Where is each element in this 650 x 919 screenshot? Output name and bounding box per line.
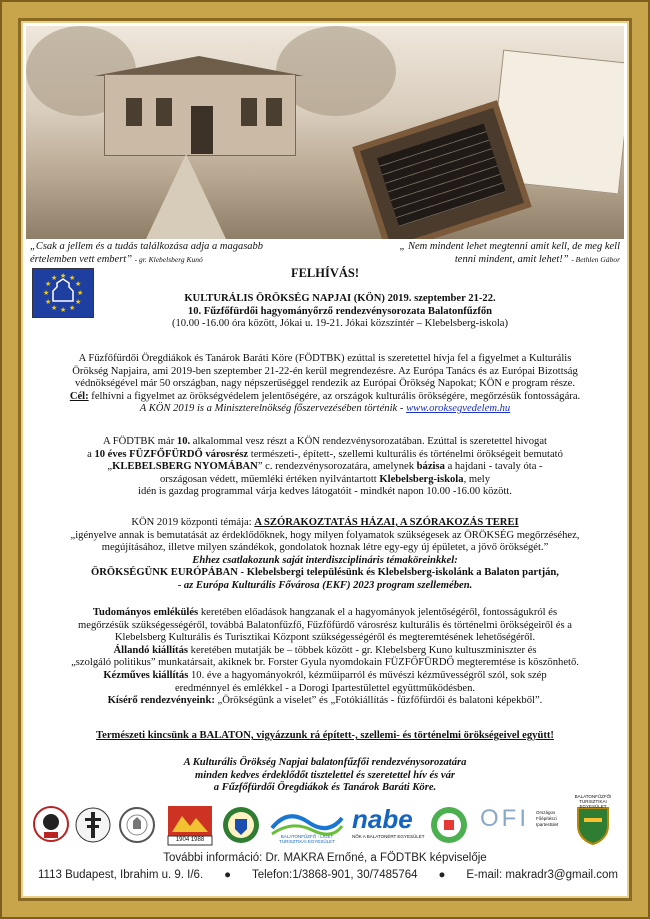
theme-desc: „igényelve annak is bemutatását az érdeklődőknek, hogy milyen folyamatok szükségesek az ÖRÖKSÉG megőrzéséhez, [70, 529, 580, 541]
svg-text:★: ★ [45, 280, 52, 288]
text-span: „ [107, 461, 113, 473]
contact-phone: Telefon:1/3868-901, 30/7485764 [251, 869, 418, 881]
text-span: Tudományos emlékülés [92, 607, 199, 618]
svg-text:★: ★ [77, 289, 84, 297]
round-stamp-logo [430, 804, 468, 846]
text-span: bázisa [416, 461, 445, 473]
coat-of-arms-logo [222, 804, 260, 846]
text-span: ÖRÖKSÉGÜNK EURÓPÁBAN [91, 567, 238, 579]
theme-join: Ehhez csatlakozunk saját interdiszciplináris témaköreinkkel: [192, 554, 458, 566]
theme-title: A SZÓRAKOZTATÁS HÁZAI, A SZÓRAKOZÁS TEREI [254, 517, 519, 528]
svg-text:★: ★ [60, 306, 67, 314]
svg-text:★: ★ [75, 298, 82, 306]
house-window [241, 98, 257, 126]
contact-address: 1113 Budapest, Ibrahim u. 9. I/6. [38, 869, 204, 881]
closing-line: minden kedves érdeklődőt tisztelettel és szeretettel hív és vár [194, 769, 456, 781]
bullet: ● [224, 869, 232, 881]
nabe-text: nabe [352, 804, 413, 834]
closing-block [26, 757, 624, 795]
para-line [26, 436, 624, 449]
theme-europe [26, 567, 624, 580]
ministry-text: A KÖN 2019 is a Miniszterelnökség főszervezésében történik - [139, 403, 404, 415]
text-span: , mely [463, 473, 491, 485]
goal-text: felhívni a figyelmet az örökségvédelem jelentőségére, az országok kulturális örökségére, megőrzésük fontosságára. [88, 390, 581, 402]
program-line: Klebelsberg Kulturális és Turisztikai Központ szükségességéről és megteremtésének lehetőségéről. [114, 632, 536, 644]
program-line: „szolgáló politikus” munkatársait, akiknek br. Forster Gyula nyomdokain FÜZFŐFÜRDŐ megteremtése is köszönhető. [71, 657, 579, 669]
text-span: alkalommal vesz részt a KÖN rendezvénysorozatában. Ezúttal is szeretettel hivogat [190, 436, 547, 447]
contact-email[interactable]: E-mail: makradr3@gmail.com [466, 869, 618, 881]
text-span: a hajdani - tavaly óta - [444, 461, 543, 473]
text-span: keretében mutatják be – többek között - gr. Klebelsberg Kuno kultuszminiszter és [188, 644, 537, 656]
cross-emblem-logo [32, 804, 70, 846]
years-label: 1904 1988 [175, 837, 205, 843]
text-span: országosan védett, műemléki értéken nyilvántartott [159, 473, 380, 485]
ministry-line [26, 403, 624, 416]
quote-right-text: „ Nem mindent lehet megtenni amit kell, de meg kell tenni mindent, amit lehet!” [399, 241, 620, 265]
slate-lines [377, 124, 506, 227]
text-span: természeti-, épített-, szellemi kulturális és történelmi örökségeit bemutató [248, 448, 563, 460]
svg-text:★: ★ [43, 289, 50, 297]
closing-line: A Kulturális Örökség Napjai balatonfűzfői rendezvénysorozatára [183, 757, 467, 768]
ofi-logo [480, 804, 566, 846]
header-photo [26, 26, 624, 239]
nabe-sub-label: NŐK A BALATONÉRT EGYESÜLET [352, 834, 425, 839]
bullet: ● [438, 869, 446, 881]
seal-logo [118, 804, 156, 846]
program-line: megőrzésük szükségességéről, továbbá Balatonfűzfő, Fűzfőfürdő városrész kulturális és történelmi örökségeiről és a [78, 619, 572, 631]
contact-info: További információ: Dr. MAKRA Ernőné, a FÖDTBK képviselője [163, 852, 487, 864]
house-door [191, 106, 213, 154]
quote-right-source: - Bethlen Gábor [571, 255, 620, 264]
para-line [26, 449, 624, 462]
para-line [26, 474, 624, 487]
event-block [90, 293, 590, 331]
house-roof [94, 56, 304, 76]
program-line [26, 607, 624, 620]
svg-text:★: ★ [60, 272, 67, 280]
shield-logo [574, 794, 612, 846]
text-span: ” c. rendezvénysorozatára, amelynek [257, 461, 417, 473]
theme-label: KÖN 2019 központi témája: [131, 517, 255, 528]
intro-paragraph [26, 353, 624, 416]
svg-text:★: ★ [51, 304, 58, 312]
svg-text:★: ★ [69, 304, 76, 312]
quote-left-source: - gr. Klebelsberg Kunó [134, 255, 203, 264]
text-span: 10. [176, 436, 191, 447]
website-link[interactable]: www.oroksegvedelem.hu [406, 403, 511, 415]
programs-paragraph [26, 607, 624, 708]
goal-line [26, 391, 624, 404]
ofi-text: OFI [480, 805, 529, 832]
intro-line: védnökségével már 50 országban, nagy népszerűséggel rendezik az Európai Örökség Napokat; KÖN e program része. [74, 378, 576, 390]
text-span: 10. éve a hagyományokról, kézműiparról és művészi kézművességről szól, sok szép [188, 669, 547, 681]
nabe-logo [352, 804, 426, 846]
house-window [266, 98, 282, 126]
anniversary-logo [166, 804, 214, 846]
text-span: Kísérő rendezvényeink: [107, 695, 215, 707]
quote-left-text: „Csak a jellem és a tudás találkozása adja a magasabb értelemben vett embert” [30, 241, 264, 265]
page-heading: FELHÍVÁS! [290, 266, 360, 280]
svg-text:★: ★ [75, 280, 82, 288]
quote-right [380, 240, 620, 266]
theme-line [26, 517, 624, 530]
text-span: keretében előadások hangzanak el a hagyományok jelentőségéről, fontosságukról és [198, 607, 558, 618]
text-span: 10 éves FÜZFŐFÜRDŐ városrész [94, 448, 249, 460]
text-span: a [87, 448, 95, 460]
house-window [126, 98, 142, 126]
text-span: Kézműves kiállítás [103, 669, 189, 681]
para-line [26, 461, 624, 474]
program-line: eredménnyel és emlékkel - a Dorogi Ipartestülettel együttműködésben. [174, 682, 476, 694]
intro-line: A Fűzfőfürdői Öregdiákok és Tanárok Baráti Köre (FÖDTBK) ezúttal is szeretettel hívja fel a figyelmet a Kulturális [78, 353, 572, 364]
text-span: KLEBELSBERG NYOMÁBAN [112, 461, 258, 473]
text-span: Állandó kiállítás [113, 644, 189, 656]
text-span: - Klebelsbergi településünk és Klebelsberg-iskolánk a Balaton partján, [237, 567, 559, 579]
liget-tourism-logo [268, 804, 346, 846]
event-subtitle: 10. Fűzfőfürdői hagyományőrző rendezvénysorozata Balatonfűzfőn [187, 305, 493, 317]
ofi-sub-label: Országos Főépítészi Ipartestület [536, 810, 559, 827]
tourism-sub-label: BALATONFŰZFŐI TURISZTIKAI EGYESÜLET [574, 794, 612, 809]
program-line [26, 670, 624, 683]
text-span: „Örökségünk a viselet” és „Fotókiállítás - fűzfőfürdői és balatoni képekből”. [214, 695, 543, 707]
theme-ekf: - az Európa Kulturális Fővárosa (EKF) 2023 program szellemében. [177, 579, 473, 591]
contact-row [38, 869, 618, 881]
house-window [156, 98, 172, 126]
svg-text:★: ★ [69, 274, 76, 282]
quote-left [30, 240, 290, 266]
slogan: Természeti kincsünk a BALATON, vigyázzunk rá épített-, szellemi- és történelmi örökségeivel együtt! [96, 730, 554, 741]
text-span: Klebelsberg-iskola [379, 473, 464, 485]
program-line [26, 645, 624, 658]
para-line: idén is gazdag programmal várja kedves látogatóit - mindkét napon 10.00 -16.00 között. [138, 486, 512, 498]
closing-line: a Fűzfőfürdői Öregdiákok és Tanárok Baráti Köre. [213, 782, 437, 794]
event-details: (10.00 -16.00 óra között, Jókai u. 19-21. Jókai közszíntér – Klebelsberg-iskola) [171, 318, 509, 330]
liget-sub-label: BALATONFŰZFŐ - LIGET TURISZTIKAI EGYESÜLET [279, 834, 335, 844]
program-line [26, 695, 624, 708]
goal-label: Cél: [69, 390, 89, 402]
event-title: KULTURÁLIS ÖRÖKSÉG NAPJAI (KÖN) 2019. szeptember 21-22. [184, 293, 496, 304]
garden-path [146, 154, 226, 239]
text-span: A FÖDTBK már [103, 436, 177, 447]
patriarchal-cross-logo [74, 804, 112, 846]
theme-paragraph [26, 517, 624, 593]
theme-desc: megújításához, illetve milyen szándékok, gondolatok hoznak létre egy-egy új épületet, a jövő örökségét.” [101, 542, 549, 554]
svg-text:★: ★ [45, 298, 52, 306]
intro-line: Örökség Napjaira, ami 2019-ben szeptember 21-22-én kerül megrendezésre. Az Európa Tanács és az Európai Bizottság [72, 365, 578, 377]
svg-text:★: ★ [51, 274, 58, 282]
participation-paragraph [26, 436, 624, 499]
